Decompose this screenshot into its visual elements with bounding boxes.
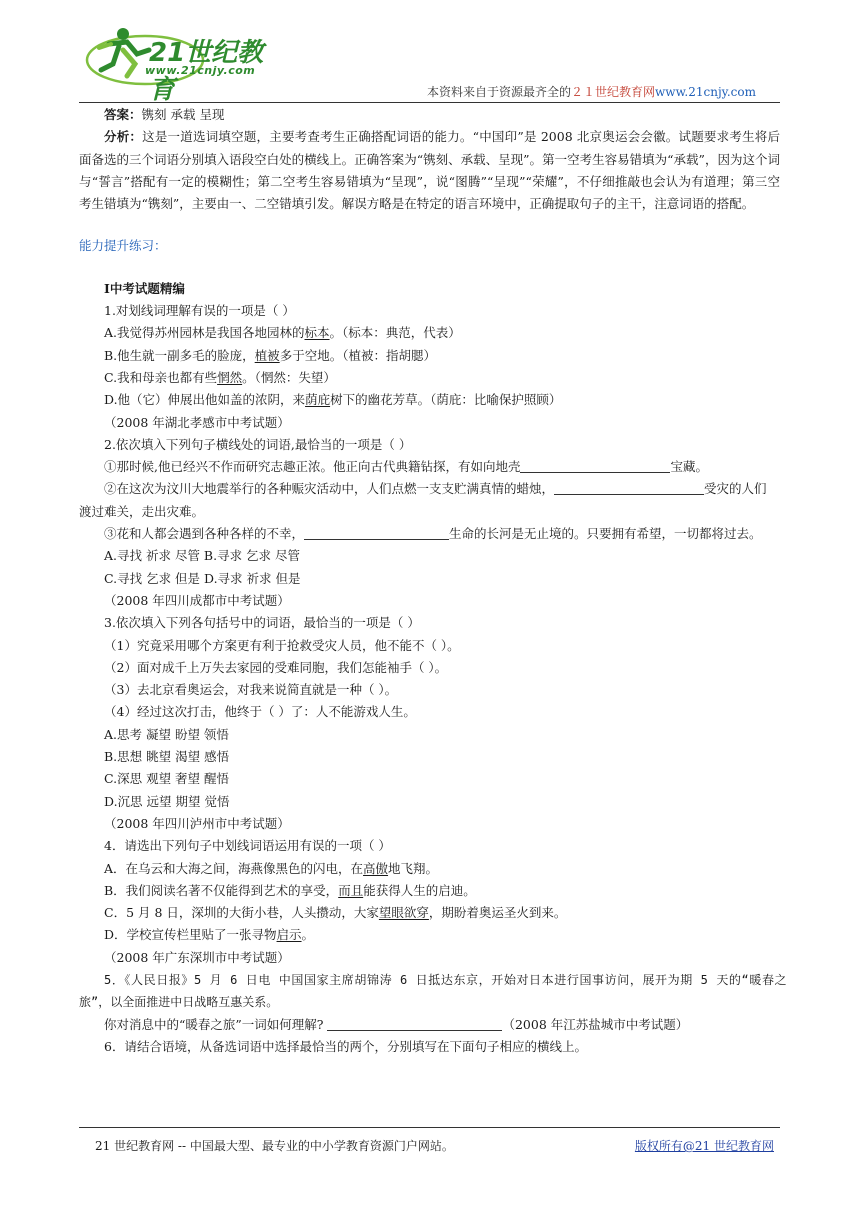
fill-blank <box>304 525 449 540</box>
q3-option-c: C.深思 观望 奢望 醒悟 <box>104 771 230 787</box>
header-source-line <box>427 83 756 100</box>
answer-label: 答案： <box>104 107 142 122</box>
q6-stem: 6．请结合语境，从备选词语中选择最恰当的两个，分别填写在下面句子相应的横线上。 <box>104 1038 587 1054</box>
q3-sentence-2: （2）面对成千上万失去家园的受难同胞，我们怎能袖手（ ）。 <box>104 659 448 675</box>
q4-stem: 4．请选出下列句子中划线词语运用有误的一项（ ） <box>104 838 391 854</box>
footer-tagline: 21 世纪教育网 -- 中国最大型、最专业的中小学教育资源门户网站。 <box>95 1139 454 1153</box>
q2-sentence-2: ②在这次为汶川大地震举行的各种赈灾活动中，人们点燃一支支贮满真情的蜡烛， 受灾的人们 <box>104 481 767 497</box>
q5-question: 你对消息中的“暖春之旅”一词如何理解? （2008 年江苏盐城市中考试题） <box>104 1016 689 1032</box>
answer-line <box>79 104 780 126</box>
q2-options-cd: C.寻找 乞求 但是 D.寻求 祈求 但是 <box>104 570 301 586</box>
q3-option-d: D.沉思 远望 期望 觉悟 <box>104 793 230 809</box>
q4-option-a: A．在乌云和大海之间，海燕像黑色的闪电，在高傲地飞翔。 <box>104 860 439 876</box>
q1-option-d: D.他（它）伸展出他如盖的浓阴，来荫庇树下的幽花芳草。（荫庇：比喻保护照顾） <box>104 392 562 408</box>
q1-option-a: A.我觉得苏州园林是我国各地园林的标本。（标本：典范，代表） <box>104 325 461 341</box>
q3-option-a: A.思考 凝望 盼望 领悟 <box>104 726 229 742</box>
header-divider <box>79 102 780 103</box>
q2-options-ab: A.寻找 祈求 尽管 B.寻求 乞求 尽管 <box>104 548 301 564</box>
q3-stem: 3.依次填入下列各句括号中的词语，最恰当的一项是（ ） <box>104 615 420 631</box>
analysis-text: 这是一道选词填空题，主要考查考生正确搭配词语的能力。“中国印”是 2008 北京奥运会会徽。试题要求考生将后面备选的三个词语分别填入语段空白处的横线上。正确答案为“镌刻、承载、呈现”。第一空考生容易错填为“承载”，因为这个词与“誓言”搭配有一定的模糊性；第二空考生容易错填为“呈现”，说“图腾”“呈现”“荣耀”，不仔细推敲也会认为有道理；第三空考生错填为“镌刻”，主要由一、二空错填引发。解误方略是在特定的语言环境中，正确提取句子的主干，注意词语的搭配。 <box>79 129 780 212</box>
source-site-name: ２１世纪教育网 <box>571 85 656 99</box>
analysis-paragraph <box>79 126 780 215</box>
answer-text: 镌刻 承载 呈现 <box>141 107 225 122</box>
q1-option-b: B.他生就一副多毛的脸庞，植被多于空地。（植被：指胡腮） <box>104 347 436 363</box>
q2-sentence-2-cont: 渡过难关，走出灾难。 <box>79 503 205 519</box>
q4-option-d: D．学校宣传栏里贴了一张寻物启示。 <box>104 927 315 943</box>
q2-stem: 2.依次填入下列句子横线处的词语,最恰当的一项是（ ） <box>104 436 412 452</box>
q4-source: （2008 年广东深圳市中考试题） <box>104 949 290 965</box>
q3-sentence-3: （3）去北京看奥运会，对我来说简直就是一种（ ）。 <box>104 682 398 698</box>
q1-source: （2008 年湖北孝感市中考试题） <box>104 414 290 430</box>
q5-news-line-2: 旅”，以全面推进中日战略互惠关系。 <box>79 995 279 1010</box>
source-url-link[interactable]: www.21cnjy.com <box>655 85 756 99</box>
footer-copyright-link[interactable]: 版权所有@21 世纪教育网 <box>634 1139 774 1153</box>
document-body <box>79 104 788 1058</box>
q3-sentence-1: （1）究竟采用哪个方案更有利于抢救受灾人员，他不能不（ ）。 <box>104 637 460 653</box>
q3-option-b: B.思想 眺望 渴望 感悟 <box>104 749 230 765</box>
page-header <box>79 20 780 105</box>
q1-option-c: C.我和母亲也都有些惘然。（惘然：失望） <box>104 369 336 385</box>
logo-wordmark: 21世纪教育 <box>149 38 264 105</box>
q4-option-c: C．5 月 8 日，深圳的大街小巷，人头攒动，大家望眼欲穿，期盼着奥运圣火到来。 <box>104 905 567 921</box>
site-logo <box>79 20 289 105</box>
q3-source: （2008 年四川泸州市中考试题） <box>104 815 290 831</box>
q1-stem: 1.对划线词理解有误的一项是（ ） <box>104 303 295 319</box>
q2-sentence-3: ③花和人都会遇到各种各样的不幸， 生命的长河是无止境的。只要拥有希望，一切都将过去。 <box>104 526 762 542</box>
analysis-label: 分析： <box>104 129 143 145</box>
q5-news-line-1: 5．《人民日报》5 月 6 日电 中国国家主席胡锦涛 6 日抵达东京，开始对日本进行国事访问，展开为期 5 天的“暖春之 <box>104 972 788 987</box>
footer-divider <box>79 1127 780 1128</box>
q3-sentence-4: （4）经过这次打击，他终于（ ）了：人不能游戏人生。 <box>104 704 416 720</box>
q2-source: （2008 年四川成都市中考试题） <box>104 592 290 608</box>
source-prefix: 本资料来自于资源最齐全的 <box>427 85 572 99</box>
logo-url: www.21cnjy.com <box>145 64 256 77</box>
section-title: 能力提升练习： <box>79 238 167 254</box>
subsection-title: Ⅰ中考试题精编 <box>104 280 185 296</box>
q2-sentence-1: ①那时候,他已经兴不作而研究志趣正浓。他正向古代典籍钻探，有如向地壳 宝藏。 <box>104 459 708 475</box>
answer-blank <box>327 1016 502 1031</box>
fill-blank <box>554 480 704 495</box>
q4-option-b: B．我们阅读名著不仅能得到艺术的享受，而且能获得人生的启迪。 <box>104 882 476 898</box>
fill-blank <box>520 458 670 473</box>
